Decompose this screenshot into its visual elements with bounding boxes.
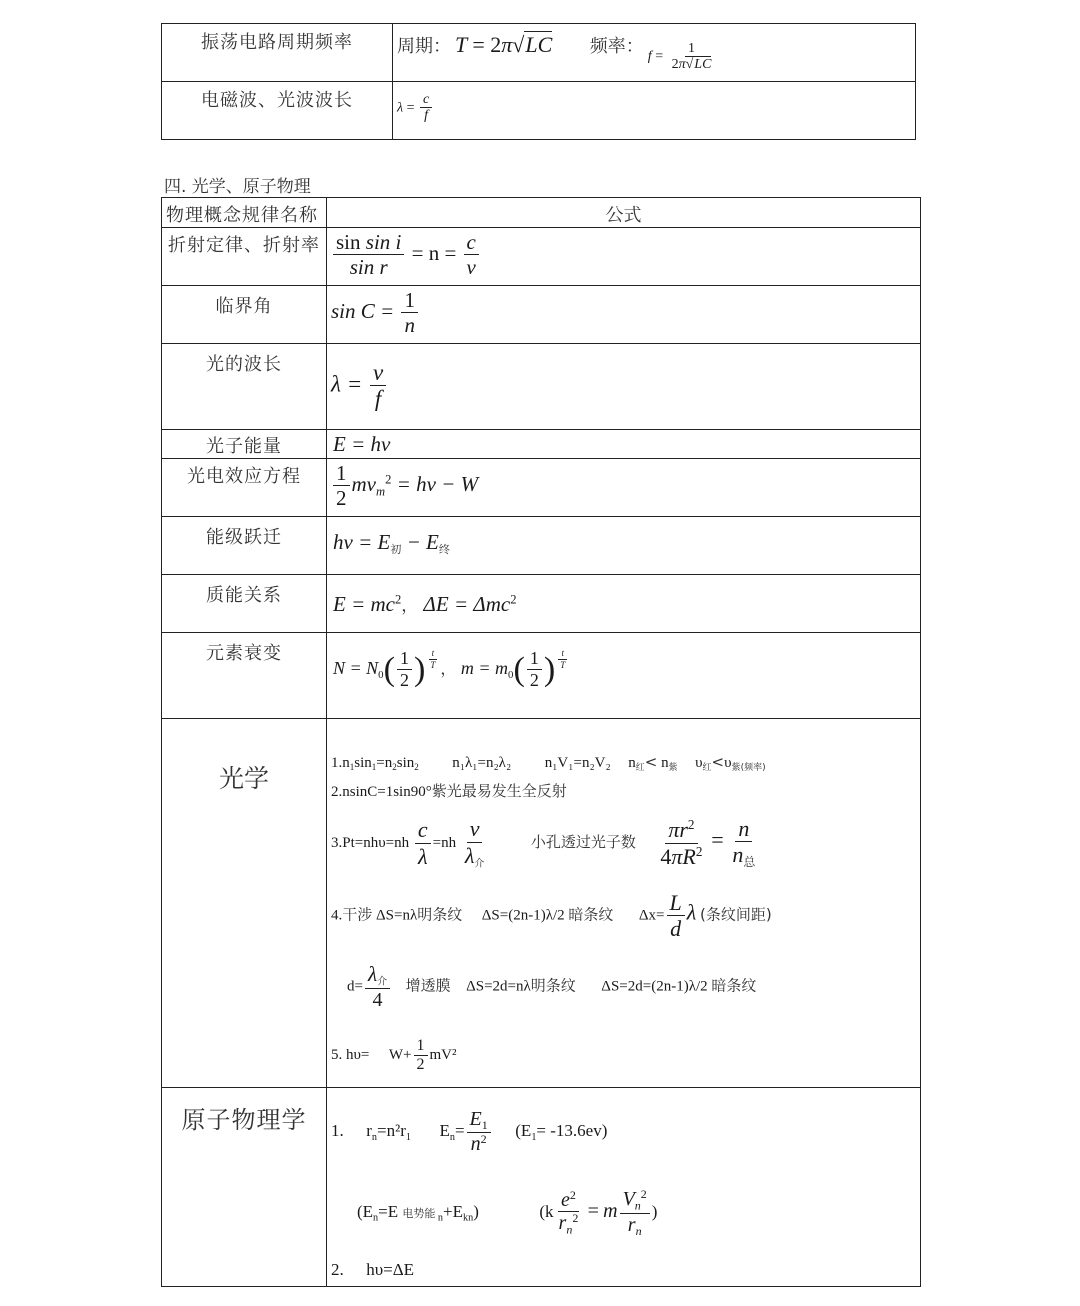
row-name: 光子能量: [206, 436, 282, 457]
formula-cell: [393, 82, 916, 140]
critical-angle-formula: sin C = $\frac{1}{n}$: [331, 289, 420, 337]
row-name-cell: [162, 24, 393, 82]
row-name: 原子物理学: [181, 1106, 307, 1134]
optics-atomic-table: [161, 197, 921, 1287]
header-col1: 物理概念规律名称: [166, 205, 318, 226]
optics-notes-cell: [327, 719, 921, 1088]
atomic-line-3: 2. hυ=ΔE: [331, 1260, 415, 1279]
energy-transition-formula: $h\nu = E_初 - E_终$: [333, 530, 450, 556]
row-name: 质能关系: [206, 585, 282, 606]
row-name: 电磁波、光波波长: [201, 90, 353, 111]
optics-line-4: 4.干涉 ΔS=nλ明条纹 ΔS=(2n-1)λ/2 暗条纹 Δx= $\frac{L}{d}$ λ (条纹间距): [331, 890, 772, 942]
mass-energy-formula: $E = mc^2$， ΔE = Δmc$^2$: [333, 592, 517, 616]
refraction-formula: $\frac{\text{sin sin i}}{\text{sin r}}$ = n = $\frac{c}{v}$: [331, 231, 481, 279]
atomic-line-1: 1. $r_n=n^2r_1$ $E_n=$ $\frac{E_1}{n^2}$ $(E_1= -13.6ev)$: [331, 1108, 608, 1156]
row-name: 振荡电路周期频率: [201, 32, 353, 53]
oscillation-wave-table: [161, 23, 916, 140]
row-name: 临界角: [215, 296, 273, 317]
photon-energy-formula: E = hν: [333, 432, 391, 456]
row-name: 光电效应方程: [187, 466, 301, 487]
optics-line-5: d= $\frac{\lambda_介}{4}$ 增透膜 ΔS=2d=nλ明条纹 ΔS=2d=(2n-1)λ/2 暗条纹: [347, 962, 757, 1011]
light-wavelength-formula: λ = $\frac{v}{f}$: [331, 360, 388, 413]
row-name-cell: [162, 82, 393, 140]
optics-line-1: $1.n_1\sin_1=n_2\sin_2$ n₁λ₁=n₂λ₂ n₁V₁=n₂V₂ $n_红< n_紫$ $\upsilon_红<\upsilon_{紫(频率)}$: [331, 753, 766, 774]
atomic-notes-cell: [327, 1088, 921, 1287]
wavelength-formula: λ = $\frac{c}{f}$: [397, 92, 434, 124]
header-name-cell: [162, 198, 327, 228]
oscillation-formula: 周期： T = 2π√LC 频率： f = $\frac{1}{2\pi√LC}$: [397, 32, 712, 72]
row-name: 能级跃迁: [206, 527, 282, 548]
row-name: 光学: [218, 764, 269, 793]
row-name: 光的波长: [206, 354, 282, 375]
optics-line-2: 2.nsinC=1sin90°紫光最易发生全反射: [331, 782, 567, 800]
section-title: 四. 光学、原子物理: [164, 177, 311, 197]
atomic-line-2: ($E_n=E$ 电势能 $_n+E_{kn}$) (k $\frac{e^2}{r_n^2}$ = m $\frac{V_n^2}{r_n}$ ): [357, 1187, 658, 1238]
row-name: 元素衰变: [206, 643, 282, 664]
optics-line-6: 5. hυ= W+ $\frac{1}{2}$ mV²: [331, 1037, 457, 1073]
header-col2: 公式: [605, 205, 642, 226]
row-name-cell: [162, 228, 327, 286]
photoelectric-formula: $\frac{1}{2}$ $mv_m^2 = h\nu - W$: [331, 462, 478, 510]
optics-line-3: 3.Pt=nhυ=nh $\frac{c}{\lambda}$ =nh $\frac{v}{\lambda_介}$ 小孔透过光子数 $\frac{\pi r^2}{4\pi R^2}$ = $\frac{n}{n_总}$: [331, 816, 756, 870]
row-name: 折射定律、折射率: [168, 235, 320, 256]
formula-cell: [393, 24, 916, 82]
header-formula-cell: [327, 198, 921, 228]
decay-formula: $N = N_0$( $\frac{1}{2}$ ) $\frac{t}{T}$ ， $m = m_0$( $\frac{1}{2}$ ) $\frac{t}{T}$: [333, 648, 566, 690]
